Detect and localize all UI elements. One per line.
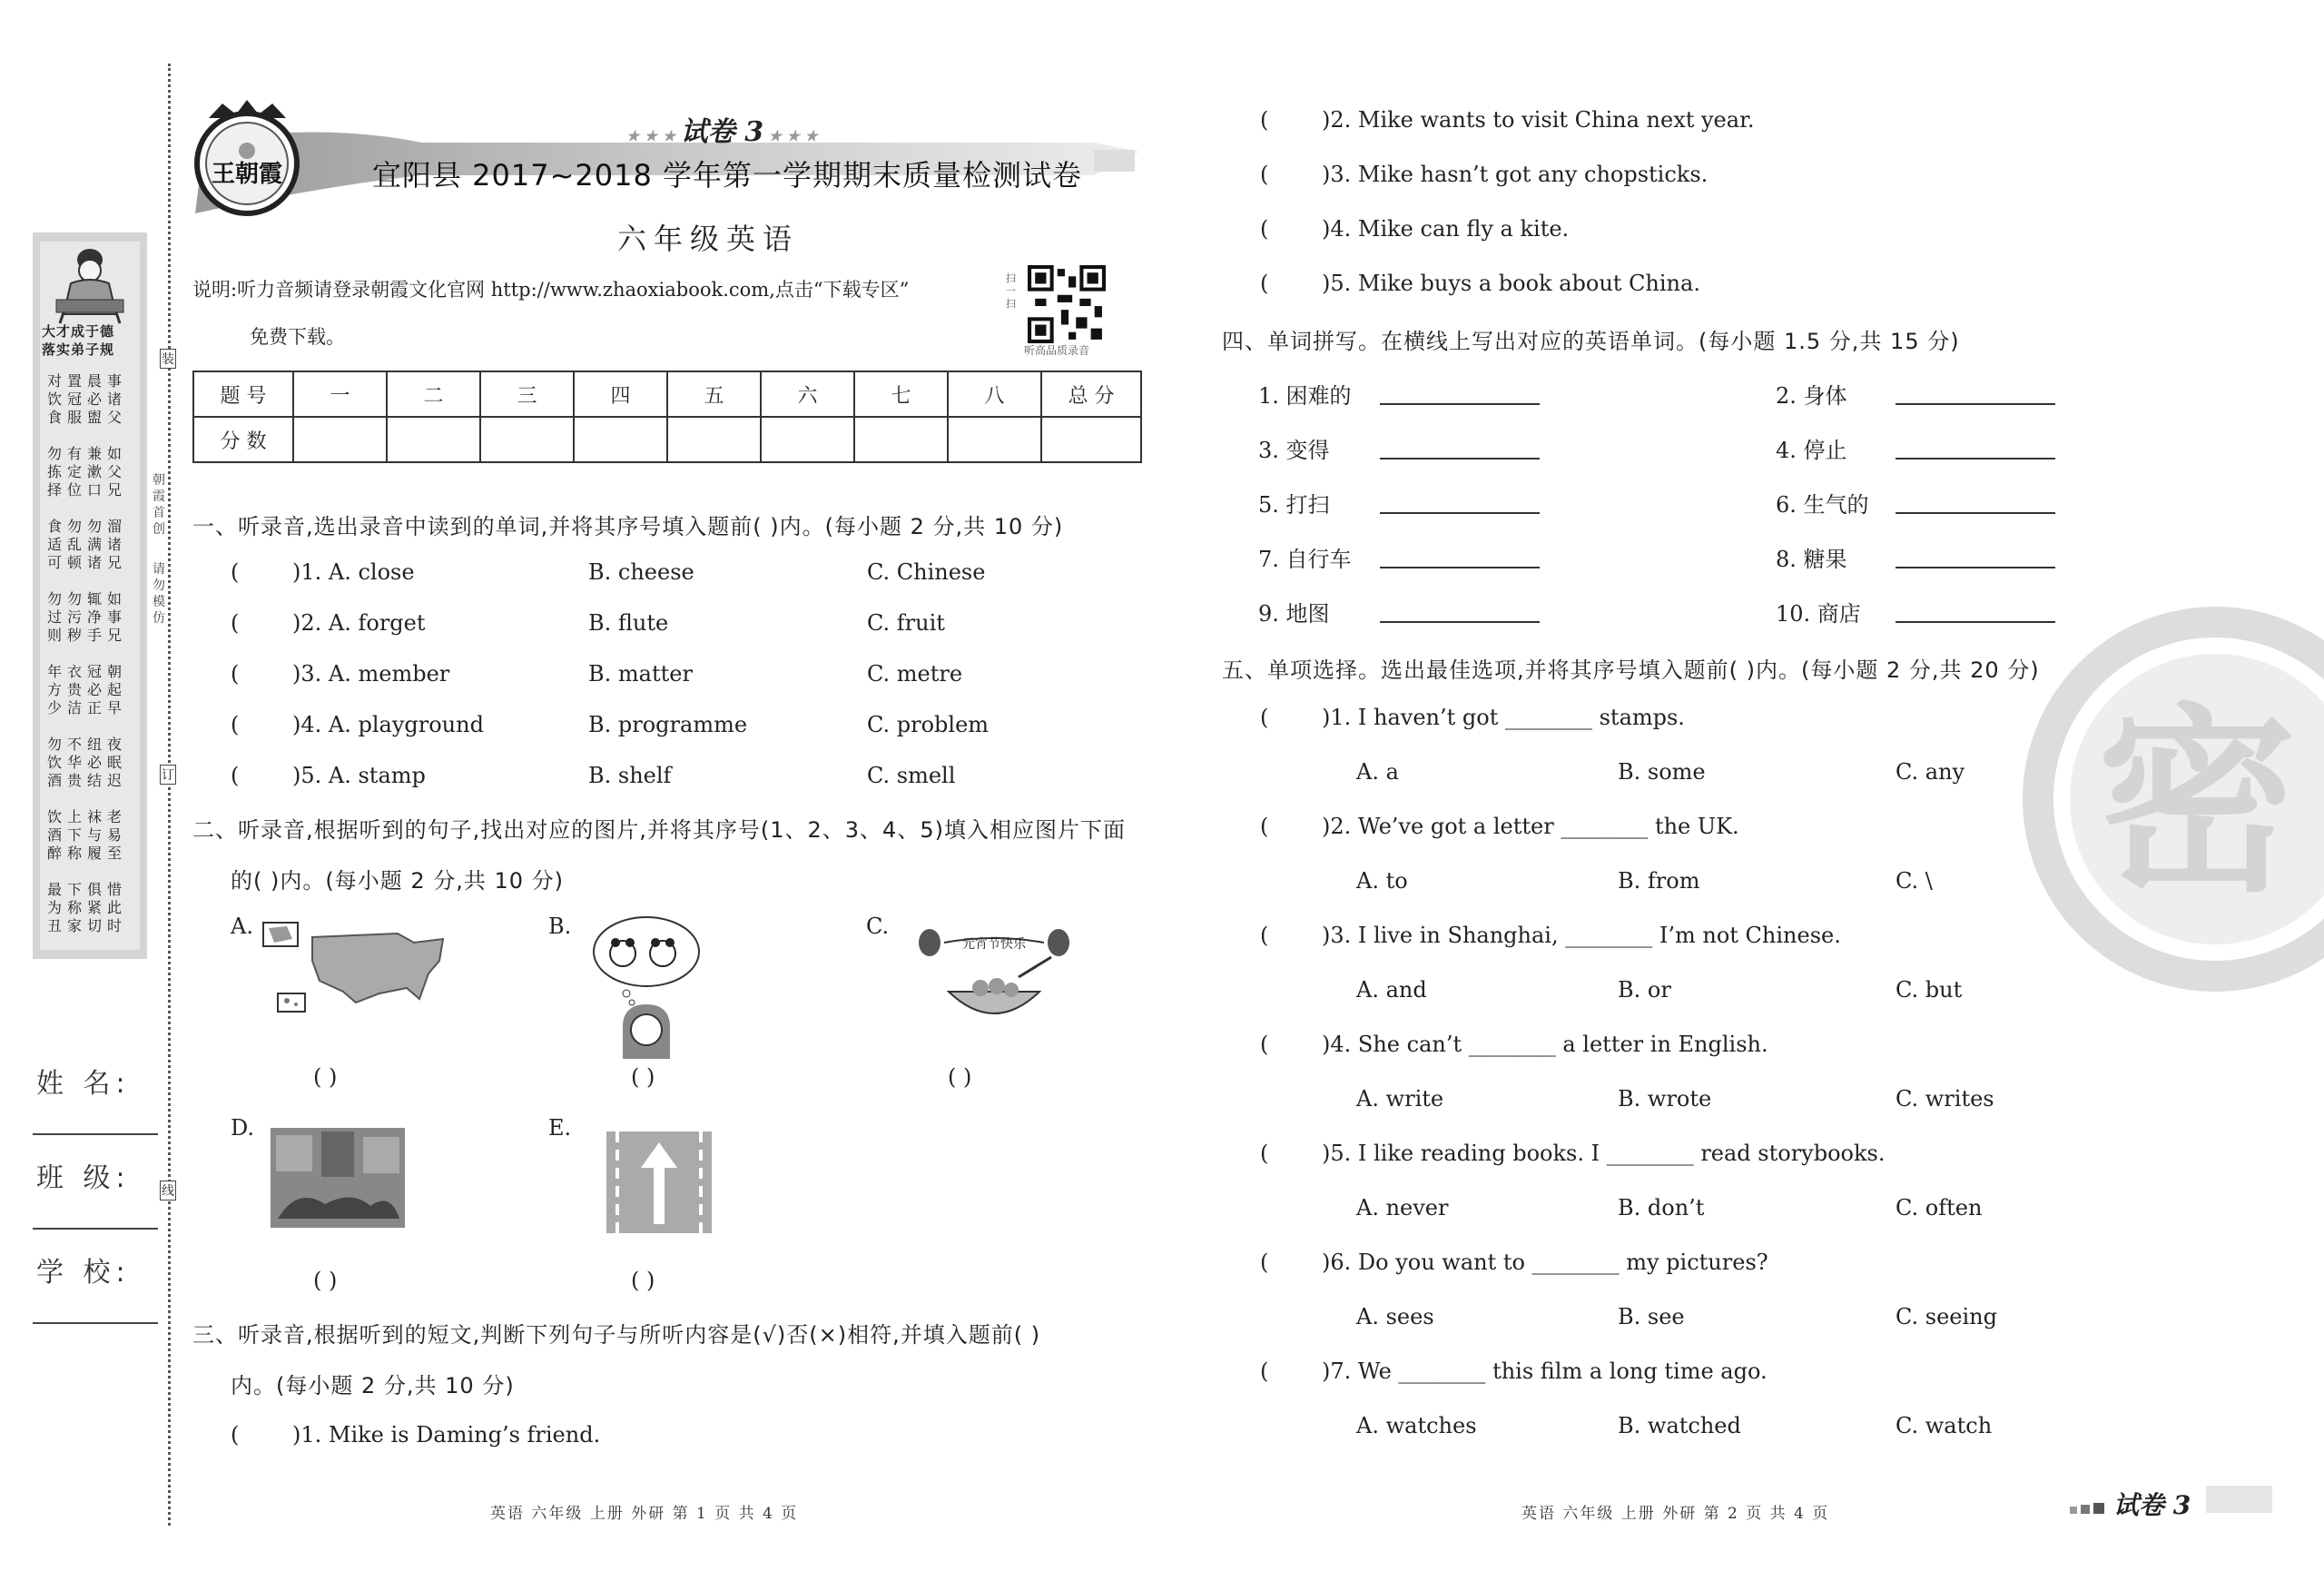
motto-column: 勿饮酒 <box>47 736 63 789</box>
s5-option-c[interactable]: C. but <box>1896 977 1963 1003</box>
spell-blank[interactable] <box>1380 458 1540 459</box>
s5-option-c[interactable]: C. \ <box>1896 868 1933 894</box>
score-cell[interactable] <box>761 417 854 462</box>
s3-q3: )3. Mike hasn’t got any chopsticks. <box>1322 162 1709 187</box>
s1-q1-c: C. Chinese <box>867 559 986 585</box>
s5-option-c[interactable]: C. often <box>1896 1195 1983 1220</box>
motto-column: 老易至 <box>107 808 123 862</box>
score-cell[interactable] <box>293 417 387 462</box>
s5-paren: ( <box>1260 1250 1269 1275</box>
s5-option-c[interactable]: C. watch <box>1896 1413 1993 1438</box>
s1-q2: )2. A. forget <box>292 610 426 636</box>
s3-q2: )2. Mike wants to visit China next year. <box>1322 107 1755 133</box>
s5-option-a[interactable]: A. never <box>1356 1195 1449 1220</box>
usa-map-picture <box>261 917 452 1026</box>
star-icon: ★ ★ ★ <box>763 127 818 144</box>
s5-option-b[interactable]: B. see <box>1618 1304 1685 1329</box>
s5-option-b[interactable]: B. from <box>1618 868 1700 894</box>
s3-q4: )4. Mike can fly a kite. <box>1322 216 1570 242</box>
spell-prompt: 9. 地图 <box>1258 601 1330 627</box>
s5-option-a[interactable]: A. to <box>1356 868 1408 894</box>
s5-paren: ( <box>1260 705 1269 730</box>
motto-column: 置冠服 <box>67 372 83 426</box>
name-field[interactable] <box>33 1133 158 1135</box>
motto-column: 惜此时 <box>107 881 123 934</box>
section4-title: 四、单词拼写。在横线上写出对应的英语单词。(每小题 1.5 分,共 15 分) <box>1222 329 1960 354</box>
s1-q4: )4. A. playground <box>292 712 484 737</box>
class-label: 班 级: <box>36 1162 131 1194</box>
audio-note-2: 免费下载。 <box>250 326 345 348</box>
exam-series-badge: ★ ★ ★ 试卷 3 ★ ★ ★ <box>626 116 818 148</box>
motto-column: 对饮食 <box>47 372 63 426</box>
s1-paren: ( <box>231 610 240 636</box>
bind-mark-1: 装 <box>160 349 176 369</box>
motto-column: 晨必盥 <box>87 372 103 426</box>
motto-column: 勿拣择 <box>47 445 63 499</box>
motto-column: 最为丑 <box>47 881 63 934</box>
s1-q1: )1. A. close <box>292 559 415 585</box>
picture-answer-e[interactable]: ( ) <box>631 1268 655 1293</box>
qr-side-label: 扫一扫 <box>1006 272 1016 310</box>
motto-column: 溜诸兄 <box>107 518 123 571</box>
s5-option-a[interactable]: A. write <box>1356 1086 1444 1112</box>
picture-label-d: D. <box>231 1115 255 1141</box>
score-header-cell: 一 <box>293 371 387 417</box>
score-header-cell: 七 <box>854 371 948 417</box>
s5-option-a[interactable]: A. watches <box>1356 1413 1477 1438</box>
motto-column: 不华贵 <box>67 736 83 789</box>
s5-option-b[interactable]: B. don’t <box>1618 1195 1705 1220</box>
s5-question: )6. Do you want to ________ my pictures? <box>1322 1250 1768 1275</box>
s1-paren: ( <box>231 712 240 737</box>
brand-logo-text: 王朝霞 <box>211 161 283 188</box>
spell-prompt: 5. 打扫 <box>1258 492 1330 518</box>
audio-note: 说明:听力音频请登录朝霞文化官网 http://www.zhaoxiabook.com,点击“下载专区” <box>192 279 910 301</box>
spell-blank[interactable] <box>1380 621 1540 623</box>
spell-blank[interactable] <box>1896 567 2055 568</box>
spell-prompt: 7. 自行车 <box>1258 547 1352 572</box>
score-header-cell: 总 分 <box>1041 371 1141 417</box>
s5-option-c[interactable]: C. seeing <box>1896 1304 1997 1329</box>
s5-paren: ( <box>1260 1141 1269 1166</box>
motto-column: 下称家 <box>67 881 83 934</box>
score-cell[interactable] <box>948 417 1041 462</box>
s5-option-b[interactable]: B. or <box>1618 977 1671 1003</box>
s3-q1: )1. Mike is Daming’s friend. <box>292 1422 601 1448</box>
motto-column: 有定位 <box>67 445 83 499</box>
score-cell[interactable] <box>387 417 480 462</box>
s3-paren: ( <box>1260 216 1269 242</box>
score-cell[interactable] <box>480 417 574 462</box>
exam-subject: 六年级英语 <box>617 222 800 256</box>
s5-question: )4. She can’t ________ a letter in English. <box>1322 1032 1768 1057</box>
score-cell[interactable] <box>574 417 667 462</box>
motto-column: 年方少 <box>47 663 63 716</box>
s5-question: )2. We’ve got a letter ________ the UK. <box>1322 814 1739 839</box>
class-field[interactable] <box>33 1228 158 1230</box>
score-header-cell: 题 号 <box>193 371 293 417</box>
score-cell[interactable] <box>667 417 761 462</box>
s3-paren: ( <box>1260 271 1269 296</box>
score-header-row <box>193 371 1141 417</box>
s5-option-b[interactable]: B. some <box>1618 759 1706 785</box>
motto-column: 兼漱口 <box>87 445 103 499</box>
school-label: 学 校: <box>36 1257 131 1289</box>
spell-blank[interactable] <box>1380 567 1540 568</box>
s5-option-b[interactable]: B. wrote <box>1618 1086 1712 1112</box>
picture-label-a: A. <box>231 914 253 939</box>
stamp-char: 密 <box>2096 687 2298 919</box>
spell-blank[interactable] <box>1896 403 2055 405</box>
s1-q2-c: C. fruit <box>867 610 945 636</box>
motto-column: 勿乱顿 <box>67 518 83 571</box>
girl-pandas-picture <box>590 914 701 1061</box>
score-row-label: 分 数 <box>193 417 293 462</box>
binding-dotted-line <box>168 64 171 1526</box>
s1-q4-b: B. programme <box>588 712 748 737</box>
spell-prompt: 3. 变得 <box>1258 438 1330 463</box>
section1-title: 一、听录音,选出录音中读到的单词,并将其序号填入题前( )内。(每小题 2 分,共 10 分) <box>192 514 1064 539</box>
exam-title: 宜阳县 2017~2018 学年第一学期期末质量检测试卷 <box>372 158 1083 193</box>
s5-paren: ( <box>1260 1032 1269 1057</box>
school-field[interactable] <box>33 1322 158 1324</box>
picture-answer-b[interactable]: ( ) <box>631 1064 655 1090</box>
s5-paren: ( <box>1260 923 1269 948</box>
picture-label-c: C. <box>866 914 890 939</box>
s5-option-a[interactable]: A. a <box>1356 759 1399 785</box>
s1-q3-b: B. matter <box>588 661 693 687</box>
section2-title-1: 二、听录音,根据听到的句子,找出对应的图片,并将其序号(1、2、3、4、5)填入相应图片下面 <box>192 817 1126 843</box>
festival-banner-text: 元宵节快乐 <box>962 937 1026 952</box>
s1-q5-c: C. smell <box>867 763 956 788</box>
spell-blank[interactable] <box>1896 458 2055 459</box>
name-label: 姓 名: <box>36 1068 131 1100</box>
motto-column: 衣贵洁 <box>67 663 83 716</box>
s1-q3-c: C. metre <box>867 661 963 687</box>
score-cell[interactable] <box>1041 417 1141 462</box>
s1-q4-c: C. problem <box>867 712 990 737</box>
section5-title: 五、单项选择。选出最佳选项,并将其序号填入题前( )内。(每小题 2 分,共 20 分) <box>1222 657 2040 683</box>
section3-title-2: 内。(每小题 2 分,共 10 分) <box>231 1373 515 1398</box>
motto-column: 俱紧切 <box>87 881 103 934</box>
s1-q2-b: B. flute <box>588 610 669 636</box>
motto-column: 勿满诸 <box>87 518 103 571</box>
motto-column: 纽必结 <box>87 736 103 789</box>
score-header-cell: 三 <box>480 371 574 417</box>
brand-logo <box>191 98 304 216</box>
s1-paren: ( <box>231 763 240 788</box>
motto-column: 饮酒醉 <box>47 808 63 862</box>
s5-question: )7. We ________ this film a long time ago. <box>1322 1359 1768 1384</box>
s5-option-a[interactable]: A. and <box>1356 977 1427 1003</box>
s1-q3: )3. A. member <box>292 661 450 687</box>
section2-title-2: 的( )内。(每小题 2 分,共 10 分) <box>231 868 565 894</box>
scholar-figure-icon <box>45 243 134 325</box>
s5-option-b[interactable]: B. watched <box>1618 1413 1741 1438</box>
picture-answer-a[interactable]: ( ) <box>313 1064 338 1090</box>
score-header-cell: 二 <box>387 371 480 417</box>
binding-text-2: 请勿模仿 <box>153 562 165 626</box>
motto-column: 勿污秽 <box>67 590 83 644</box>
score-header-cell: 四 <box>574 371 667 417</box>
qr-code-icon[interactable] <box>1028 265 1106 343</box>
s5-option-c[interactable]: C. writes <box>1896 1086 1994 1112</box>
star-icon: ★ ★ ★ <box>626 127 681 144</box>
motto-column: 食适可 <box>47 518 63 571</box>
spell-blank[interactable] <box>1380 403 1540 405</box>
motto-column: 勿过则 <box>47 590 63 644</box>
s1-q5-b: B. shelf <box>588 763 672 788</box>
s1-q5: )5. A. stamp <box>292 763 426 788</box>
section3-title-1: 三、听录音,根据听到的短文,判断下列句子与所听内容是(√)否(×)相符,并填入题前( ) <box>192 1322 1041 1348</box>
s3-q5: )5. Mike buys a book about China. <box>1322 271 1700 296</box>
score-table <box>192 371 1142 463</box>
motto-column: 冠必正 <box>87 663 103 716</box>
spell-blank[interactable] <box>1380 512 1540 514</box>
motto-column: 如事兄 <box>107 590 123 644</box>
s1-q1-b: B. cheese <box>588 559 694 585</box>
s3-paren: ( <box>1260 162 1269 187</box>
s5-option-a[interactable]: A. sees <box>1356 1304 1434 1329</box>
footer-tag-text: 试卷 3 <box>2113 1490 2191 1520</box>
motto-column: 辄净手 <box>87 590 103 644</box>
binding-text-1: 朝霞首创 <box>153 473 165 537</box>
s1-paren: ( <box>231 661 240 687</box>
footer-tag-bar <box>2206 1486 2272 1513</box>
picture-answer-d[interactable]: ( ) <box>313 1268 338 1293</box>
s3-paren: ( <box>1260 107 1269 133</box>
picture-label-b: B. <box>548 914 572 939</box>
motto-column: 朝起早 <box>107 663 123 716</box>
motto-column: 如父兄 <box>107 445 123 499</box>
spell-blank[interactable] <box>1896 512 2055 514</box>
bind-mark-2: 订 <box>160 765 176 785</box>
bind-mark-3: 线 <box>160 1181 176 1201</box>
s5-paren: ( <box>1260 1359 1269 1384</box>
score-cell[interactable] <box>854 417 948 462</box>
motto-top-2: 落实弟子规 <box>42 341 115 358</box>
page-footer-right: 英语 六年级 上册 外研 第 2 页 共 4 页 <box>1521 1505 1830 1523</box>
s5-question: )1. I haven’t got ________ stamps. <box>1322 705 1685 730</box>
s5-question: )5. I like reading books. I ________ read storybooks. <box>1322 1141 1886 1166</box>
s5-option-c[interactable]: C. any <box>1896 759 1965 785</box>
spell-prompt: 4. 停止 <box>1776 438 1847 463</box>
s1-paren: ( <box>231 559 240 585</box>
spell-prompt: 1. 困难的 <box>1258 383 1352 409</box>
score-value-row <box>193 417 1141 462</box>
go-straight-picture <box>606 1131 712 1233</box>
motto-top-1: 大才成于德 <box>42 323 115 340</box>
score-header-cell: 六 <box>761 371 854 417</box>
lion-dance-picture <box>271 1128 405 1228</box>
motto-column: 夜眠迟 <box>107 736 123 789</box>
motto-column: 上下称 <box>67 808 83 862</box>
score-header-cell: 八 <box>948 371 1041 417</box>
spell-prompt: 8. 糖果 <box>1776 547 1847 572</box>
lantern-festival-picture <box>917 915 1071 1033</box>
spell-prompt: 2. 身体 <box>1776 383 1847 409</box>
picture-answer-c[interactable]: ( ) <box>948 1064 972 1090</box>
s5-paren: ( <box>1260 814 1269 839</box>
page-footer-left: 英语 六年级 上册 外研 第 1 页 共 4 页 <box>490 1505 799 1523</box>
secret-stamp <box>2015 608 2324 990</box>
s5-question: )3. I live in Shanghai, ________ I’m not Chinese. <box>1322 923 1841 948</box>
motto-column: 袜与履 <box>87 808 103 862</box>
s3-paren: ( <box>231 1422 240 1448</box>
motto-column: 事诸父 <box>107 372 123 426</box>
picture-label-e: E. <box>548 1115 572 1141</box>
spell-prompt: 10. 商店 <box>1776 601 1861 627</box>
score-header-cell: 五 <box>667 371 761 417</box>
spell-prompt: 6. 生气的 <box>1776 492 1869 518</box>
qr-caption: 听高品质录音 <box>1024 344 1090 357</box>
